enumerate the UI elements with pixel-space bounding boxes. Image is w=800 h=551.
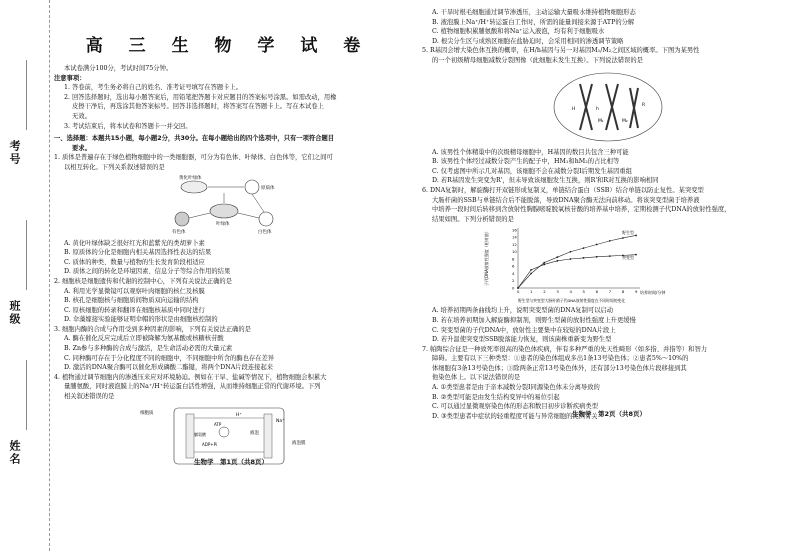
question-1-stem: 1. 质体是普遍存在于绿色植物细胞中的一类细胞器，可分为有色体、叶绿体、白色体等，它们之间可 <box>54 154 333 162</box>
proline-label: 脯氨酸 <box>194 431 206 437</box>
data-point <box>570 258 572 260</box>
q5-option-a: A. 该男性个体精巢中的次级精母细胞中，H基因的数目共包含三种可能 <box>432 148 629 156</box>
q5-option-d: D. 若R基因发生突变为R'，但未导致该细胞发生互换，则R'和R对互换的影响相同 <box>432 177 659 185</box>
x-tick-label: 0 <box>517 289 520 295</box>
section-1-heading-cont: 要求。 <box>72 144 91 152</box>
data-point <box>609 240 611 242</box>
gene-h-upper: H <box>572 106 576 112</box>
page-2-footer: 生物学 第2页（共8页） <box>572 409 647 418</box>
binding-margin <box>0 0 50 551</box>
q7-option-c: C. 可以通过显微观察染色体的形态和数目初步诊断疾病类型 <box>432 403 599 411</box>
page-1-footer: 生物学 第1页（共8页） <box>194 458 269 467</box>
kaohao-line <box>26 60 27 130</box>
plastid-svg <box>164 175 314 237</box>
chloroplast-label: 叶绿体 <box>216 221 230 227</box>
chart-xlabel: 培养时间/分钟 <box>640 290 666 296</box>
series-label-0: 野生型 <box>622 230 634 236</box>
data-point <box>556 257 558 259</box>
chart-caption: 野生型与突变型大肠杆菌子代DNA放射性强度在不同时间的变化 <box>518 298 626 304</box>
q6-option-c: C. 突变型菌的子代DNA中，放射性主要集中在较短的DNA片段上 <box>432 326 616 334</box>
exam-title: 高 三 生 物 学 试 卷 <box>85 36 371 56</box>
data-point <box>596 256 598 258</box>
data-point <box>543 262 545 264</box>
data-point <box>635 254 637 256</box>
spermatocyte-svg <box>422 70 794 144</box>
data-point <box>570 251 572 253</box>
q2-option-d: D. 伞藻嫁接实验能够证明伞帽的形状是由细胞核控制的 <box>64 316 218 324</box>
data-point <box>583 257 585 259</box>
y-tick-label: 6 <box>512 263 515 269</box>
kaohao-label: 考号 <box>8 140 21 166</box>
question-7-stem-d: 他染色体上。以下说法错误的是 <box>432 374 521 382</box>
banji-line <box>26 220 27 290</box>
q2-option-b: B. 核孔是细胞核与细胞质间物质双向运输的结构 <box>64 297 199 305</box>
membrane-right <box>264 414 272 458</box>
xingming-label: 姓名 <box>8 440 21 466</box>
question-5-stem: 5. R基因会增大染色体互换的概率，在H/h基因与另一对基因M₁/M₂之间区域的概率。下图为某男性 <box>422 47 700 55</box>
y-tick-label: 14 <box>512 234 517 240</box>
q6-option-b: B. 若在培养初期加入解旋酶抑制剂，则野生型菌的放射性强度上升更缓慢 <box>432 316 636 324</box>
adp-label: ADP+Pi <box>202 441 218 447</box>
q2-option-a: A. 利用光学显微镜可以观察叶肉细胞的核仁及核膜 <box>64 287 205 295</box>
na-ion-label: Na⁺ <box>276 418 285 424</box>
x-tick-label: 5 <box>582 289 585 295</box>
leucoplast-label: 白色体 <box>258 229 272 235</box>
y-tick-label: 12 <box>512 242 517 248</box>
q4-option-b: B. 液泡膜上Na⁺/H⁺转运蛋白工作时，所需的能量间接来源于ATP的分解 <box>432 18 635 26</box>
question-7-stem: 7. 帕陶综合征是一种致死率很高的染色体疾病，伴有多种严重的先天性畸形（如多指、并指等）和智力 <box>422 345 708 353</box>
etioplast-label: 黄化叶绿体 <box>179 175 202 181</box>
q5-option-b: B. 该男性个体经过减数分裂产生的配子中，HM₁和hM₂的占比相等 <box>432 158 620 166</box>
y-tick-label: 2 <box>512 278 515 284</box>
x-tick-label: 4 <box>569 289 572 295</box>
chart-axes <box>512 228 640 295</box>
data-point <box>596 244 598 246</box>
data-point <box>583 248 585 250</box>
question-1-stem-cont: 以相互转化。下列关系叙述错误的是 <box>64 163 165 171</box>
question-5-stem-cont: 的一个初级精母细胞减数分裂图像（此细胞未发生互换）。下列说法错误的是 <box>432 56 643 64</box>
notice-1: 1. 答卷前，考生务必将自己的姓名、准考证号填写在答题卡上。 <box>64 84 243 92</box>
q7-option-d: D. ③类型患者中症状的轻重程度可能与异常细胞的比例有关 <box>432 412 598 420</box>
question-6-stem-c: 中培养一段时间后转移到含放射性胸腺嘧啶脱氧核苷酸的培养基中培养，定期检测子代DNA的放射性强度， <box>432 206 731 214</box>
data-point <box>517 287 519 289</box>
question-2-stem: 2. 细胞核是细胞遗传和代谢的控制中心，下列有关说法正确的是 <box>54 277 233 285</box>
chart-ylabel: 子代DNA放射性强度（相对值） <box>484 229 489 287</box>
question-4-stem-end: 相关叙述错误的是 <box>64 393 115 401</box>
q3-option-a: A. 酶在催化反应完成后立即被降解为氨基酸或核糖核苷酸 <box>64 335 224 343</box>
q3-option-b: B. Zn参与多种酶的合成与激活，是生命活动必需的大量元素 <box>64 345 233 353</box>
page-2 <box>422 8 794 421</box>
chloroplast-shape <box>210 204 238 218</box>
gene-h-lower: h <box>596 106 599 112</box>
q4-option-a: A. 干旱时根毛细胞通过调节渗透压，主动运输大量吸水维持植物细胞形态 <box>432 9 636 16</box>
y-tick-label: 10 <box>512 249 517 255</box>
notice-2a: 2. 回答选择题时，选出每小题答案后，用铅笔把答题卡对应题目的答案标号涂黑。如需改动，用橡 <box>64 93 337 101</box>
q1-option-c: C. 质体的种类、数量与植物的生长发育阶段相适应 <box>64 258 205 266</box>
membrane-left <box>186 414 194 458</box>
chromoplast-shape <box>175 212 189 226</box>
q4-option-d: D. 根尖分生区与成熟区细胞在盐胁迫时，会采用相同的渗透调节策略 <box>432 37 624 45</box>
data-point <box>530 269 532 271</box>
chart-svg <box>422 226 794 304</box>
gene-m2: M₂ <box>622 118 628 124</box>
cytoplasm-label: 细胞质 <box>140 410 154 416</box>
x-tick-label: 3 <box>556 289 559 295</box>
x-tick-label: 9 <box>635 289 638 295</box>
vacuole-membrane-label: 液泡膜 <box>292 440 306 446</box>
section-1-heading: 一、选择题：本题共15小题，每小题2分，共30分。在每小题给出的四个选项中，只有一项符合题目 <box>54 135 335 143</box>
series-line-1 <box>518 255 636 288</box>
xingming-line <box>26 360 27 430</box>
y-tick-label: 0 <box>512 285 515 291</box>
ssb-chart <box>422 226 794 304</box>
q7-option-b: B. ②类型可能是由发生结构变异中的易位引起 <box>432 393 560 401</box>
q3-option-c: C. 同种酶可存在于分化程度不同的细胞中，不同细胞中所含的酶也存在差异 <box>64 354 275 362</box>
x-tick-label: 7 <box>608 289 612 295</box>
leucoplast-shape <box>259 212 273 226</box>
notice-2b: 皮擦干净后，再选涂其他答案标号。回答非选择题时，将答案写在答题卡上。写在本试卷上 <box>72 103 324 111</box>
atp-circle <box>219 427 229 437</box>
etioplast-shape <box>181 181 207 193</box>
question-7-stem-b: 障碍。主要有以下三种类型：①患者的染色体组成多出1条13号染色体；②患者5%～10%的 <box>432 355 689 363</box>
h-ion-label: H⁺ <box>236 412 242 418</box>
chromoplast-label: 有色体 <box>172 229 186 235</box>
q3-option-d: D. 激活的DNA聚合酶可以催化形成磷酸二酯键，将两个DNA片段连接起来 <box>64 364 274 372</box>
banji-label: 班级 <box>8 300 21 326</box>
q4-option-c: C. 植物细胞积累脯氨酸和将Na⁺运入液泡，均有利于细胞吸水 <box>432 28 605 36</box>
q6-option-d: D. 若升温使突变型SSB脱落能力恢复，则该菌株重新变为野生型 <box>432 336 612 344</box>
q7-option-a: A. ①类型患者是由于亲本减数分裂Ⅰ同源染色体未分离导致的 <box>432 384 600 392</box>
series-line-0 <box>518 236 636 289</box>
x-tick-label: 1 <box>530 289 533 295</box>
x-tick-label: 8 <box>621 289 625 295</box>
q2-option-c: C. 原核细胞的转录和翻译在细胞核基质中同时进行 <box>64 306 205 314</box>
proplastid-label: 原质体 <box>261 185 275 191</box>
question-6-stem: 6. DNA复制时，解旋酶打开双链形成复制叉，单链结合蛋白（SSB）结合单链以防止复性。某突变型 <box>422 186 704 194</box>
notice-2c: 无效。 <box>72 112 91 120</box>
cell-outline <box>554 73 662 141</box>
question-7-stem-c: 体细胞有3条13号染色体；③除两条正常13号染色体外，还有部分13号染色体片段移接到其 <box>432 364 687 372</box>
data-point <box>622 237 624 239</box>
q1-option-b: B. 原质体的分化是细胞内相关基因选择性表达的结果 <box>64 249 212 257</box>
data-point <box>635 235 637 237</box>
notice-heading: 注意事项： <box>54 74 86 82</box>
data-point <box>530 273 532 275</box>
intro: 本试卷满分100分，考试时间75分钟。 <box>64 65 173 72</box>
series-label-1: 突变型 <box>622 255 634 261</box>
spermatocyte-diagram <box>422 70 794 144</box>
q1-option-a: A. 黄化叶绿体缺乏很好红光和蓝紫光的类胡萝卜素 <box>64 239 205 247</box>
x-tick-label: 6 <box>595 289 599 295</box>
chart-lines <box>517 229 637 289</box>
data-point <box>543 264 545 266</box>
proplastid-shape <box>245 180 259 194</box>
x-tick-label: 2 <box>543 289 546 295</box>
gene-m1: M₁ <box>598 118 604 124</box>
question-3-stem: 3. 细胞内酶的合成与作用受到多种因素的影响，下列有关说法正确的是 <box>54 325 251 333</box>
question-6-stem-b: 大肠杆菌的SSB与单链结合后不能脱落，导致DNA聚合酶无法向前移动。将该突变型菌于培养液 <box>432 196 700 204</box>
gene-r: R <box>642 102 646 108</box>
data-point <box>609 256 611 258</box>
y-tick-label: 4 <box>512 271 515 277</box>
atp-label: ATP <box>214 421 222 427</box>
y-tick-label: 16 <box>512 227 517 233</box>
chromosomes <box>580 84 638 130</box>
vacuole-label: 液泡 <box>250 430 259 436</box>
question-4-stem-cont: 量脯氨酸，同时液泡膜上的Na⁺/H⁺转运蛋白活性增强，从而维持细胞正常的代谢环境。下列 <box>64 383 321 391</box>
notice-3: 3. 考试结束后，将本试卷和答题卡一并交回。 <box>64 122 192 130</box>
data-point <box>556 260 558 262</box>
q5-option-c: C. 仅考虑图中所示几对基因，该细胞不会在减数分裂Ⅰ后期发生基因重组 <box>432 167 632 175</box>
question-4-stem: 4. 植物通过调节细胞内的渗透压来应对环境胁迫。例如在干旱、盐碱等情况下，植物细胞会积累大 <box>54 373 327 381</box>
page-1 <box>54 8 402 470</box>
y-tick-label: 8 <box>512 256 515 262</box>
q1-option-d: D. 质体之间的转化是环境因素、信息分子等综合作用的结果 <box>64 268 231 276</box>
plastid-diagram <box>164 175 314 237</box>
question-6-stem-d: 结果如图。下列分析错误的是 <box>432 215 514 223</box>
q6-option-a: A. 培养初期两条曲线均上升，说明突变型菌的DNA复制可以启动 <box>432 307 614 315</box>
